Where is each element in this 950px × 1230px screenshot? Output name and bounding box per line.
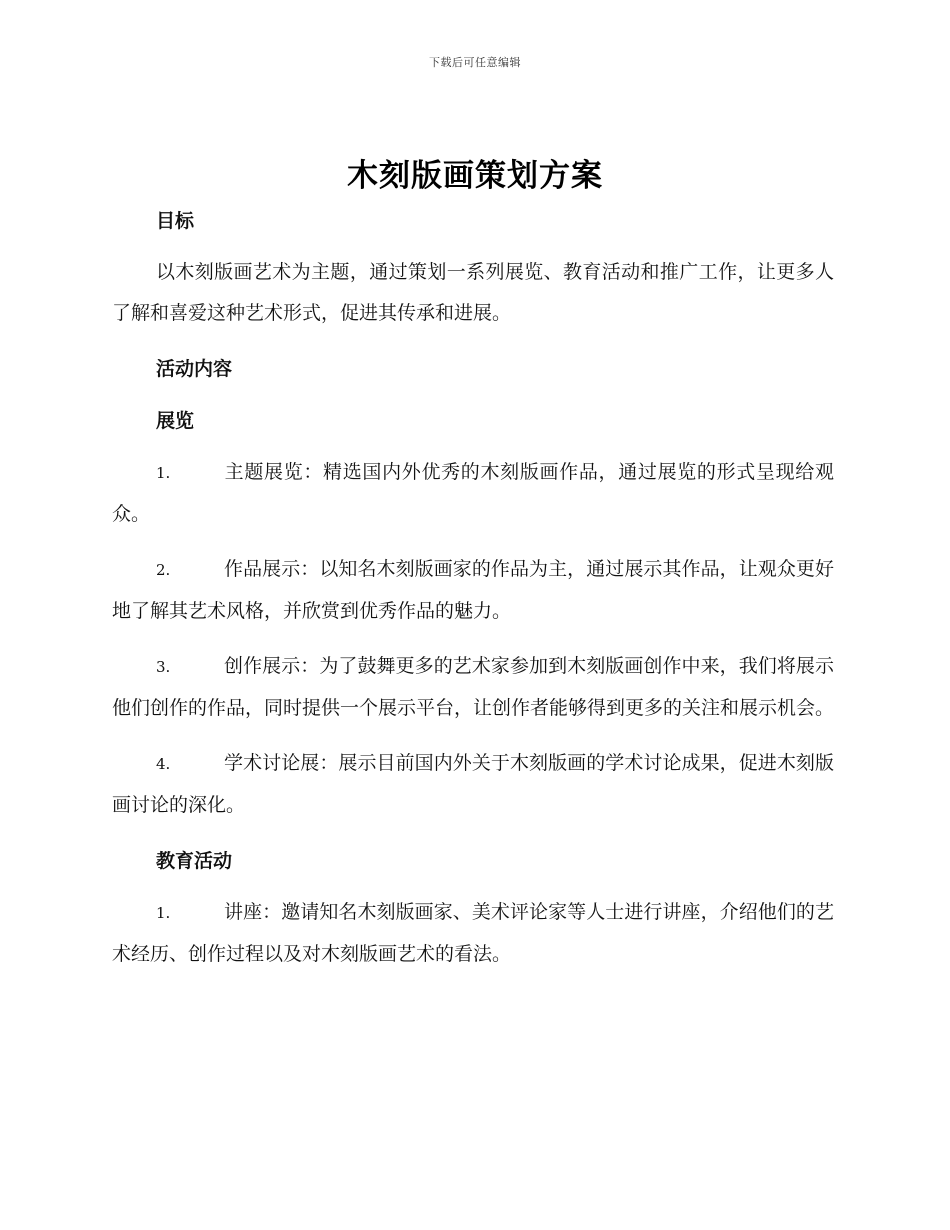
- header-note: 下载后可任意编辑: [429, 56, 521, 69]
- exhibition-item-2: [112, 549, 834, 632]
- document-body: [112, 204, 834, 975]
- goal-paragraph: 以木刻版画艺术为主题，通过策划一系列展览、教育活动和推广工作，让更多人了解和喜爱这种艺术形式，促进其传承和进展。: [112, 261, 834, 324]
- list-item-text: 学术讨论展：展示目前国内外关于木刻版画的学术讨论成果，促进木刻版画讨论的深化。: [112, 752, 834, 816]
- exhibition-item-1: [112, 452, 834, 535]
- exhibition-item-3: [112, 646, 834, 729]
- list-number: 4.: [156, 755, 171, 773]
- section-heading-education: 教育活动: [156, 850, 233, 872]
- exhibition-item-4: [112, 743, 834, 826]
- list-item-text: 创作展示：为了鼓舞更多的艺术家参加到木刻版画创作中来，我们将展示他们创作的作品，同时提供一个展示平台，让创作者能够得到更多的关注和展示机会。: [112, 655, 835, 719]
- section-heading-exhibition: 展览: [156, 410, 195, 432]
- document-title: 木刻版画策划方案: [347, 158, 603, 194]
- list-number: 2.: [156, 561, 171, 579]
- list-number: 1.: [156, 904, 171, 922]
- education-item-1: [112, 892, 834, 975]
- list-item-text: 主题展览：精选国内外优秀的木刻版画作品，通过展览的形式呈现给观众。: [112, 461, 834, 525]
- section-heading-goal: 目标: [156, 210, 195, 232]
- list-item-text: 作品展示：以知名木刻版画家的作品为主，通过展示其作品，让观众更好地了解其艺术风格，并欣赏到优秀作品的魅力。: [112, 558, 834, 622]
- list-item-text: 讲座：邀请知名木刻版画家、美术评论家等人士进行讲座，介绍他们的艺术经历、创作过程以及对木刻版画艺术的看法。: [112, 901, 834, 965]
- section-heading-activities: 活动内容: [156, 358, 233, 380]
- list-number: 1.: [156, 464, 171, 482]
- list-number: 3.: [156, 658, 171, 676]
